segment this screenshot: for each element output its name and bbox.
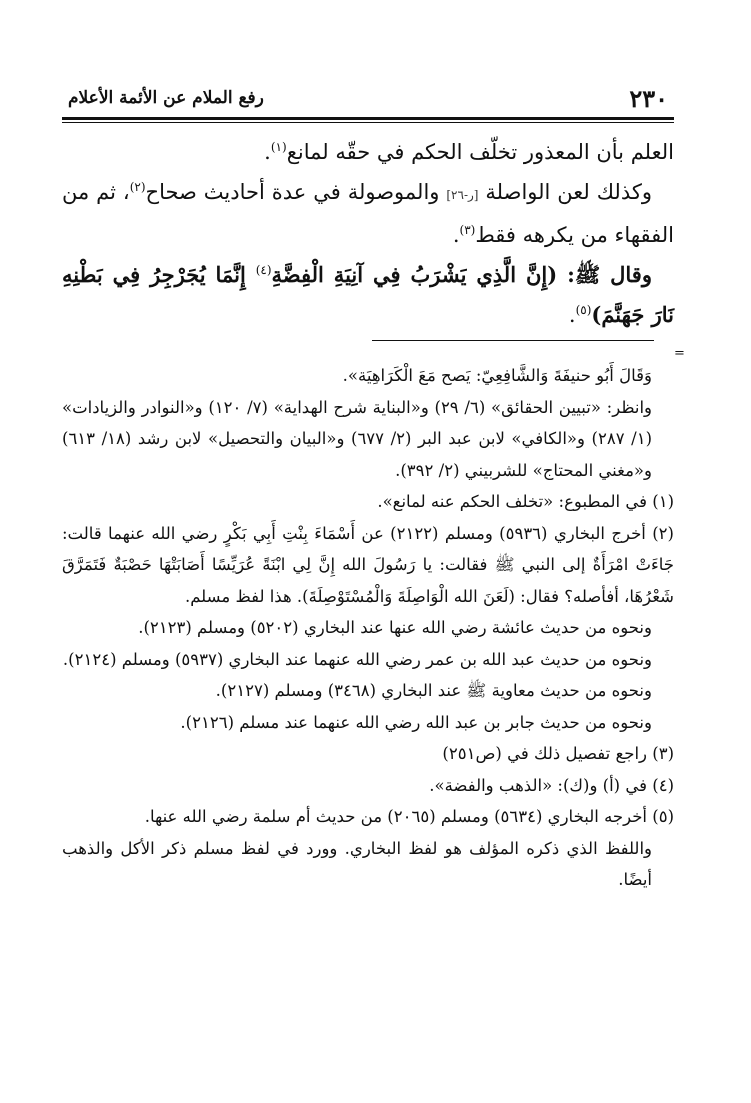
header-rule-thin	[62, 122, 674, 123]
footnote-continuation: وانظر: «تبيين الحقائق» (٦/ ٢٩) و«البناية شرح الهداية» (٧/ ١٢٠) و«النوادر والزيادات» (١/ ٢٨٧) و«الكافي» لابن عبد البر (٢/ ٦٧٧) و«البيان والتحصيل» لابن رشد (١٨/ ٦١٣) و«مغني المحتاج» للشربيني (٢/ ٣٩٢).	[62, 397, 653, 480]
footnotes	[62, 360, 674, 896]
main-text	[62, 132, 674, 335]
footnote-2-note: ونحوه من حديث جابر بن عبد الله رضي الله عنهما عند مسلم (٢١٢٦).	[180, 712, 652, 732]
margin-reference: [ر-٢٦]	[446, 188, 479, 202]
footnote-2-note: ونحوه من حديث عائشة رضي الله عنها عند البخاري (٥٢٠٢) ومسلم (٢١٢٣).	[138, 618, 652, 637]
page-header	[62, 82, 674, 116]
body-paragraph	[62, 172, 674, 255]
page-number: ٢٣٠	[629, 84, 668, 113]
footnote-2: (٢) أخرج البخاري (٥٩٣٦) ومسلم (٢١٢٢) عن أَسْمَاءَ بِنْتِ أَبِي بَكْرٍ رضي الله عنهما قالت: جَاءَتْ امْرَأَةٌ إلى النبي ﷺ فقالت: يا رَسُولَ الله إِنَّ لِي ابْنَةً عُرَيِّسًا أَصَابَتْهَا حَصْبَةٌ فَتَمَرَّقَ شَعْرُهَا، أفأصله؟ فقال: (لَعَنَ الله الْوَاصِلَةَ وَالْمُسْتَوْصِلَةَ). هذا لفظ مسلم.	[62, 523, 674, 606]
footnote-ref: (٢)	[129, 180, 146, 194]
header-rule	[62, 117, 674, 120]
footnote-ref: (٣)	[459, 223, 476, 237]
footnote-5: (٥) أخرجه البخاري (٥٦٣٤) ومسلم (٢٠٦٥) من حديث أم سلمة رضي الله عنها.	[144, 807, 674, 826]
punctuation: .	[568, 303, 576, 327]
body-text: وكذلك لعن الواصلة	[485, 180, 652, 204]
footnote-5-note: واللفظ الذي ذكره المؤلف هو لفظ البخاري. وورد في لفظ مسلم ذكر الأكل والذهب أيضًا.	[62, 838, 652, 889]
body-paragraph	[62, 132, 674, 172]
hadith-paragraph	[62, 255, 674, 335]
body-text: والموصولة في عدة أحاديث صحاح	[145, 180, 440, 204]
footnote-2-note: ونحوه من حديث عبد الله بن عمر رضي الله عنهما عند البخاري (٥٩٣٧) ومسلم (٢١٢٤).	[62, 649, 652, 669]
hadith-text: وقال ﷺ: (إِنَّ الَّذِي يَشْرَبُ فِي آنِيَةِ الْفِضَّةِ	[271, 262, 652, 287]
continuation-mark: =	[674, 346, 685, 361]
punctuation: .	[264, 140, 271, 164]
footnote-ref: (١)	[270, 140, 287, 154]
footnote-1: (١) في المطبوع: «تخلف الحكم عنه لمانع».	[377, 492, 674, 511]
body-text: العلم بأن المعذور تخلّف الحكم في حقّه لمانع	[286, 140, 674, 164]
footnote-ref: (٥)	[575, 303, 592, 317]
footnote-ref: (٤)	[255, 263, 272, 277]
footnote-continuation: وَقَالَ أَبُو حنيفَةَ وَالشَّافِعِيّ: يَصح مَعَ الْكَرَاهِيَة».	[342, 366, 652, 385]
footnote-3: (٣) راجع تفصيل ذلك في (ص٢٥١)	[442, 744, 674, 763]
punctuation: .	[452, 223, 460, 247]
running-title: رفع الملام عن الأئمة الأعلام	[68, 88, 264, 108]
footnote-4: (٤) في (أ) و(ك): «الذهب والفضة».	[429, 775, 674, 795]
body-text: ، ثم من الفقهاء من يكرهه فقط	[62, 180, 674, 247]
footnote-separator	[372, 340, 654, 341]
hadith-text: إِنَّمَا يُجَرْجِرُ فِي بَطْنِهِ نَارَ جَهَنَّمَ)	[62, 262, 674, 327]
footnote-2-note: ونحوه من حديث معاوية ﷺ عند البخاري (٣٤٦٨) ومسلم (٢١٢٧).	[215, 681, 652, 700]
